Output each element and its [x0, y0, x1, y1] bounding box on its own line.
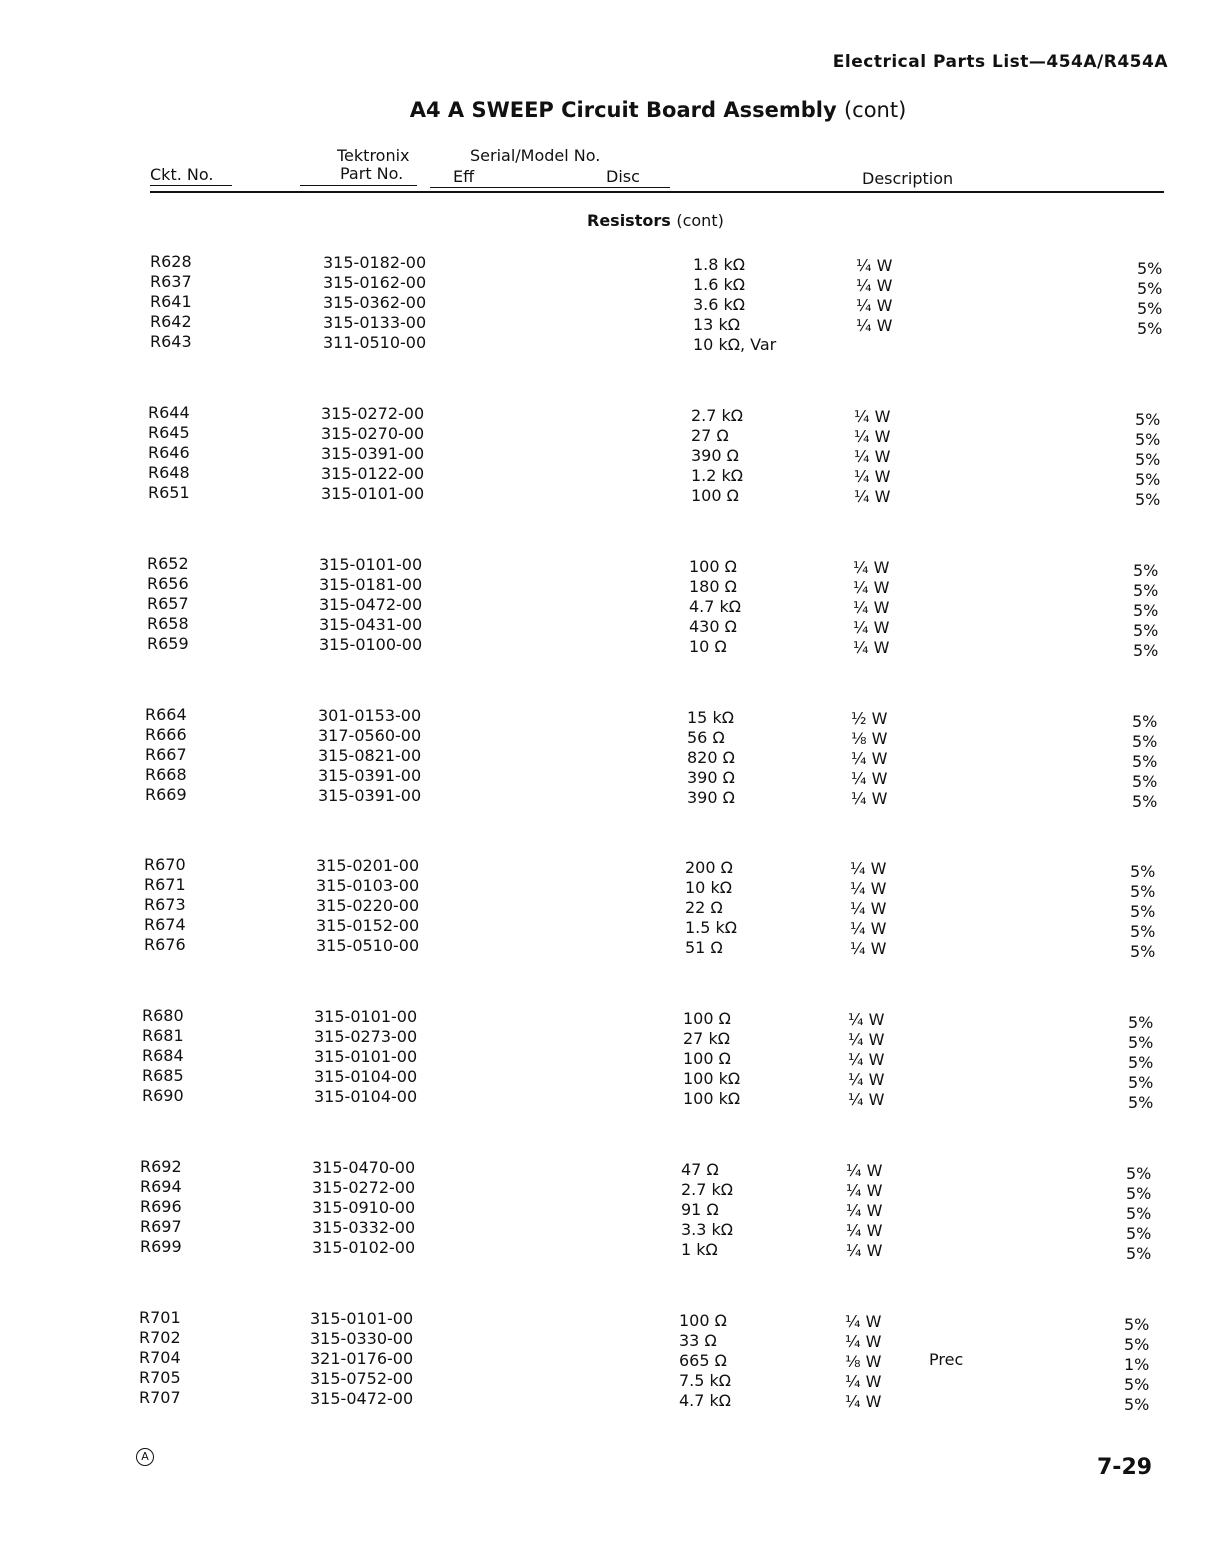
wattage-cell: ¼ W	[854, 467, 891, 486]
part-no-cell: 315-0431-00	[319, 615, 423, 634]
part-no-cell: 315-0391-00	[318, 766, 422, 785]
value-cell: 47 Ω	[681, 1160, 719, 1179]
wattage-cell: ¼ W	[853, 558, 890, 577]
tolerance-cell: 5%	[1124, 1315, 1150, 1334]
value-cell: 1.2 kΩ	[691, 466, 744, 485]
tolerance-cell: 5%	[1128, 1013, 1154, 1032]
ckt-no-cell: R664	[145, 705, 187, 724]
part-no-cell: 301-0153-00	[318, 706, 422, 725]
part-no-cell: 315-0101-00	[310, 1309, 414, 1328]
part-no-cell: 321-0176-00	[310, 1349, 414, 1368]
tolerance-cell: 5%	[1126, 1164, 1152, 1183]
ckt-no-cell: R690	[142, 1086, 184, 1105]
value-cell: 56 Ω	[687, 728, 725, 747]
serial-underline	[430, 187, 670, 188]
ckt-no-cell: R696	[140, 1197, 182, 1216]
ckt-no-cell: R667	[145, 745, 187, 764]
tolerance-cell: 5%	[1137, 319, 1163, 338]
tolerance-cell: 5%	[1128, 1033, 1154, 1052]
value-cell: 1.8 kΩ	[693, 255, 746, 274]
tolerance-cell: 5%	[1135, 470, 1161, 489]
tolerance-cell: 5%	[1132, 792, 1158, 811]
tolerance-cell: 5%	[1124, 1335, 1150, 1354]
col-eff-label: Eff	[453, 167, 475, 186]
ckt-no-cell: R656	[147, 574, 189, 593]
wattage-cell: ¼ W	[854, 447, 891, 466]
part-no-cell: 315-0752-00	[310, 1369, 414, 1388]
value-cell: 820 Ω	[687, 748, 735, 767]
tolerance-cell: 1%	[1124, 1355, 1150, 1374]
ckt-no-cell: R648	[148, 463, 190, 482]
ckt-no-cell: R697	[140, 1217, 182, 1236]
value-cell: 390 Ω	[691, 446, 739, 465]
value-cell: 22 Ω	[685, 898, 723, 917]
col-serial-label: Serial/Model No.	[470, 146, 601, 165]
ckt-no-cell: R646	[148, 443, 190, 462]
note-cell: Prec	[929, 1350, 964, 1369]
tolerance-cell: 5%	[1135, 410, 1161, 429]
tolerance-cell: 5%	[1130, 922, 1156, 941]
tolerance-cell: 5%	[1126, 1204, 1152, 1223]
value-cell: 665 Ω	[679, 1351, 727, 1370]
ckt-no-cell: R701	[139, 1308, 181, 1327]
tolerance-cell: 5%	[1135, 450, 1161, 469]
col-part-no-label: Part No.	[340, 164, 404, 183]
ckt-no-cell: R643	[150, 332, 192, 351]
part-no-cell: 315-0362-00	[323, 293, 427, 312]
part-no-cell: 315-0470-00	[312, 1158, 416, 1177]
tolerance-cell: 5%	[1130, 902, 1156, 921]
col-description-label: Description	[862, 169, 954, 188]
value-cell: 1 kΩ	[681, 1240, 718, 1259]
wattage-cell: ¼ W	[851, 789, 888, 808]
ckt-no-cell: R641	[150, 292, 192, 311]
tolerance-cell: 5%	[1137, 299, 1163, 318]
tolerance-cell: 5%	[1133, 621, 1159, 640]
part-no-cell: 315-0272-00	[321, 404, 425, 423]
part-no-cell: 315-0332-00	[312, 1218, 416, 1237]
value-cell: 1.6 kΩ	[693, 275, 746, 294]
value-cell: 100 Ω	[689, 557, 737, 576]
wattage-cell: ¼ W	[853, 598, 890, 617]
part-no-cell: 315-0181-00	[319, 575, 423, 594]
wattage-cell: ¼ W	[845, 1392, 882, 1411]
page-number: 7-29	[1097, 1455, 1153, 1480]
part-no-cell: 315-0510-00	[316, 936, 420, 955]
value-cell: 27 Ω	[691, 426, 729, 445]
running-header: Electrical Parts List—454A/R454A	[832, 52, 1168, 72]
tolerance-cell: 5%	[1132, 732, 1158, 751]
ckt-no-cell: R642	[150, 312, 192, 331]
ckt-no-cell: R699	[140, 1237, 182, 1256]
wattage-cell: ⅛ W	[845, 1352, 882, 1371]
ckt-no-cell: R637	[150, 272, 192, 291]
wattage-cell: ¼ W	[856, 316, 893, 335]
ckt-no-cell: R694	[140, 1177, 182, 1196]
ckt-no-cell: R657	[147, 594, 189, 613]
tolerance-cell: 5%	[1130, 942, 1156, 961]
wattage-cell: ¼ W	[854, 427, 891, 446]
ckt-underline	[150, 185, 232, 186]
value-cell: 4.7 kΩ	[679, 1391, 732, 1410]
col-tektronix-label: Tektronix	[337, 146, 410, 165]
part-no-cell: 315-0391-00	[318, 786, 422, 805]
part-no-cell: 315-0101-00	[319, 555, 423, 574]
tolerance-cell: 5%	[1132, 712, 1158, 731]
wattage-cell: ¼ W	[848, 1070, 885, 1089]
wattage-cell: ¼ W	[848, 1090, 885, 1109]
tolerance-cell: 5%	[1137, 279, 1163, 298]
tolerance-cell: 5%	[1133, 641, 1159, 660]
section-title	[587, 211, 724, 230]
value-cell: 100 kΩ	[683, 1089, 741, 1108]
value-cell: 7.5 kΩ	[679, 1371, 732, 1390]
part-no-cell: 315-0391-00	[321, 444, 425, 463]
tolerance-cell: 5%	[1126, 1224, 1152, 1243]
tolerance-cell: 5%	[1132, 772, 1158, 791]
value-cell: 1.5 kΩ	[685, 918, 738, 937]
part-no-cell: 315-0101-00	[321, 484, 425, 503]
tolerance-cell: 5%	[1124, 1395, 1150, 1414]
ckt-no-cell: R707	[139, 1388, 181, 1407]
ckt-no-cell: R671	[144, 875, 186, 894]
wattage-cell: ¼ W	[853, 638, 890, 657]
ckt-no-cell: R651	[148, 483, 190, 502]
wattage-cell: ¼ W	[850, 859, 887, 878]
tolerance-cell: 5%	[1128, 1093, 1154, 1112]
part-no-cell: 315-0821-00	[318, 746, 422, 765]
ckt-no-cell: R668	[145, 765, 187, 784]
revision-mark: A	[136, 1448, 154, 1466]
wattage-cell: ¼ W	[853, 618, 890, 637]
wattage-cell: ¼ W	[845, 1372, 882, 1391]
wattage-cell: ¼ W	[848, 1050, 885, 1069]
wattage-cell: ¼ W	[846, 1201, 883, 1220]
tolerance-cell: 5%	[1128, 1053, 1154, 1072]
part-no-cell: 315-0122-00	[321, 464, 425, 483]
part-no-cell: 315-0100-00	[319, 635, 423, 654]
ckt-no-cell: R705	[139, 1368, 181, 1387]
wattage-cell: ¼ W	[846, 1221, 883, 1240]
section-title-text: Resistors	[587, 211, 671, 230]
section-title-suffix: (cont)	[676, 211, 724, 230]
value-cell: 91 Ω	[681, 1200, 719, 1219]
part-no-cell: 315-0330-00	[310, 1329, 414, 1348]
wattage-cell: ¼ W	[846, 1181, 883, 1200]
wattage-cell: ¼ W	[854, 407, 891, 426]
ckt-no-cell: R666	[145, 725, 187, 744]
ckt-no-cell: R684	[142, 1046, 184, 1065]
part-no-cell: 315-0162-00	[323, 273, 427, 292]
value-cell: 100 Ω	[691, 486, 739, 505]
ckt-no-cell: R659	[147, 634, 189, 653]
part-no-cell: 315-0201-00	[316, 856, 420, 875]
tolerance-cell: 5%	[1128, 1073, 1154, 1092]
value-cell: 100 kΩ	[683, 1069, 741, 1088]
value-cell: 10 kΩ, Var	[693, 335, 777, 354]
value-cell: 3.6 kΩ	[693, 295, 746, 314]
wattage-cell: ¼ W	[846, 1161, 883, 1180]
wattage-cell: ¼ W	[848, 1030, 885, 1049]
tolerance-cell: 5%	[1135, 430, 1161, 449]
value-cell: 200 Ω	[685, 858, 733, 877]
wattage-cell: ¼ W	[854, 487, 891, 506]
value-cell: 2.7 kΩ	[691, 406, 744, 425]
part-no-cell: 315-0182-00	[323, 253, 427, 272]
wattage-cell: ⅛ W	[851, 729, 888, 748]
value-cell: 180 Ω	[689, 577, 737, 596]
wattage-cell: ½ W	[851, 709, 888, 728]
ckt-no-cell: R702	[139, 1328, 181, 1347]
value-cell: 33 Ω	[679, 1331, 717, 1350]
wattage-cell: ¼ W	[850, 939, 887, 958]
wattage-cell: ¼ W	[856, 276, 893, 295]
part-no-cell: 315-0104-00	[314, 1067, 418, 1086]
value-cell: 10 kΩ	[685, 878, 732, 897]
part-no-cell: 311-0510-00	[323, 333, 427, 352]
part-no-cell: 315-0102-00	[312, 1238, 416, 1257]
value-cell: 430 Ω	[689, 617, 737, 636]
value-cell: 100 Ω	[683, 1009, 731, 1028]
part-no-cell: 315-0133-00	[323, 313, 427, 332]
title-suffix: (cont)	[843, 98, 907, 122]
tolerance-cell: 5%	[1124, 1375, 1150, 1394]
ckt-no-cell: R644	[148, 403, 190, 422]
tolerance-cell: 5%	[1135, 490, 1161, 509]
tolerance-cell: 5%	[1130, 882, 1156, 901]
part-no-cell: 315-0272-00	[312, 1178, 416, 1197]
part-no-cell: 315-0101-00	[314, 1007, 418, 1026]
part-no-cell: 315-0152-00	[316, 916, 420, 935]
value-cell: 10 Ω	[689, 637, 727, 656]
wattage-cell: ¼ W	[851, 769, 888, 788]
wattage-cell: ¼ W	[856, 296, 893, 315]
ckt-no-cell: R673	[144, 895, 186, 914]
wattage-cell: ¼ W	[845, 1312, 882, 1331]
ckt-no-cell: R674	[144, 915, 186, 934]
part-no-cell: 315-0104-00	[314, 1087, 418, 1106]
part-underline	[300, 185, 417, 186]
col-ckt-no-label: Ckt. No.	[150, 165, 214, 184]
value-cell: 27 kΩ	[683, 1029, 730, 1048]
value-cell: 3.3 kΩ	[681, 1220, 734, 1239]
wattage-cell: ¼ W	[856, 256, 893, 275]
value-cell: 390 Ω	[687, 768, 735, 787]
tolerance-cell: 5%	[1126, 1244, 1152, 1263]
part-no-cell: 315-0472-00	[319, 595, 423, 614]
value-cell: 390 Ω	[687, 788, 735, 807]
wattage-cell: ¼ W	[845, 1332, 882, 1351]
wattage-cell: ¼ W	[850, 919, 887, 938]
ckt-no-cell: R670	[144, 855, 186, 874]
part-no-cell: 317-0560-00	[318, 726, 422, 745]
ckt-no-cell: R692	[140, 1157, 182, 1176]
ckt-no-cell: R704	[139, 1348, 181, 1367]
ckt-no-cell: R680	[142, 1006, 184, 1025]
value-cell: 100 Ω	[683, 1049, 731, 1068]
col-disc-label: Disc	[606, 167, 640, 186]
tolerance-cell: 5%	[1130, 862, 1156, 881]
value-cell: 4.7 kΩ	[689, 597, 742, 616]
part-no-cell: 315-0103-00	[316, 876, 420, 895]
value-cell: 100 Ω	[679, 1311, 727, 1330]
tolerance-cell: 5%	[1133, 561, 1159, 580]
tolerance-cell: 5%	[1133, 601, 1159, 620]
part-no-cell: 315-0101-00	[314, 1047, 418, 1066]
part-no-cell: 315-0472-00	[310, 1389, 414, 1408]
header-rule	[150, 191, 1164, 193]
ckt-no-cell: R628	[150, 252, 192, 271]
tolerance-cell: 5%	[1133, 581, 1159, 600]
part-no-cell: 315-0220-00	[316, 896, 420, 915]
tolerance-cell: 5%	[1137, 259, 1163, 278]
wattage-cell: ¼ W	[848, 1010, 885, 1029]
ckt-no-cell: R645	[148, 423, 190, 442]
value-cell: 13 kΩ	[693, 315, 740, 334]
ckt-no-cell: R685	[142, 1066, 184, 1085]
tolerance-cell: 5%	[1132, 752, 1158, 771]
value-cell: 15 kΩ	[687, 708, 734, 727]
value-cell: 2.7 kΩ	[681, 1180, 734, 1199]
wattage-cell: ¼ W	[846, 1241, 883, 1260]
tolerance-cell: 5%	[1126, 1184, 1152, 1203]
part-no-cell: 315-0273-00	[314, 1027, 418, 1046]
wattage-cell: ¼ W	[853, 578, 890, 597]
page-title	[0, 98, 1220, 122]
wattage-cell: ¼ W	[850, 879, 887, 898]
ckt-no-cell: R681	[142, 1026, 184, 1045]
value-cell: 51 Ω	[685, 938, 723, 957]
part-no-cell: 315-0270-00	[321, 424, 425, 443]
ckt-no-cell: R658	[147, 614, 189, 633]
ckt-no-cell: R669	[145, 785, 187, 804]
title-main: A4 A SWEEP Circuit Board Assembly	[409, 98, 837, 122]
wattage-cell: ¼ W	[850, 899, 887, 918]
ckt-no-cell: R676	[144, 935, 186, 954]
wattage-cell: ¼ W	[851, 749, 888, 768]
ckt-no-cell: R652	[147, 554, 189, 573]
part-no-cell: 315-0910-00	[312, 1198, 416, 1217]
